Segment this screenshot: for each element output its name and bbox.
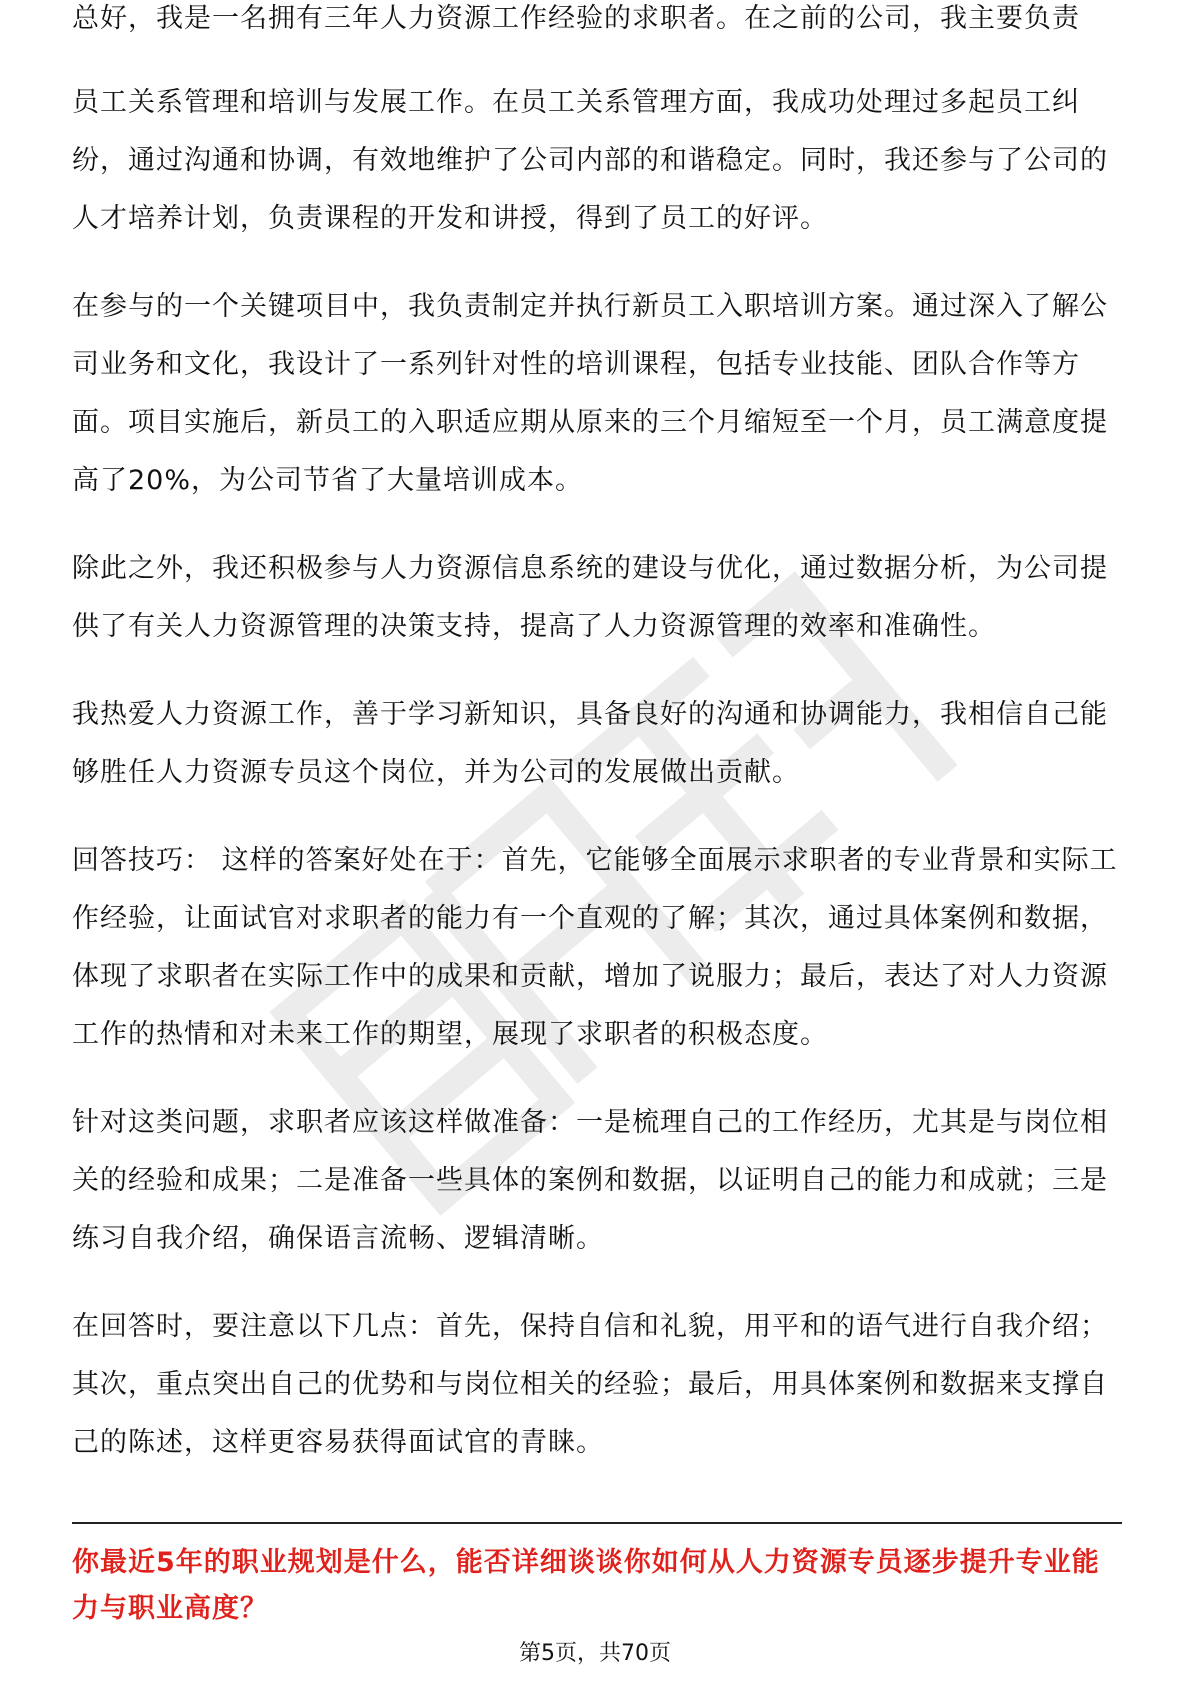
cut-off-line — [72, 3, 1122, 52]
section-divider — [72, 1522, 1122, 1524]
cut-off-text: 总好，我是一名拥有三年人力资源工作经验的求职者。在之前的公司，我主要负责 — [72, 3, 1080, 34]
paragraph-employee-relations: 员工关系管理和培训与发展工作。在员工关系管理方面，我成功处理过多起员工纠纷，通过沟通和协调，有效地维护了公司内部的和谐稳定。同时，我还参与了公司的人才培养计划，负责课程的开发和讲授，得到了员工的好评。 — [72, 87, 1108, 234]
paragraph-closing-statement: 我热爱人力资源工作，善于学习新知识，具备良好的沟通和协调能力，我相信自己能够胜任人力资源专员这个岗位，并为公司的发展做出贡献。 — [72, 699, 1108, 788]
paragraph-answering-notes: 在回答时，要注意以下几点：首先，保持自信和礼貌，用平和的语气进行自我介绍；其次，重点突出自己的优势和与岗位相关的经验；最后，用具体案例和数据来支撑自己的陈述，这样更容易获得面试官的青睐。 — [72, 1311, 1108, 1458]
page-number: 第5页，共70页 — [519, 1641, 671, 1666]
paragraph-answer-tips: 回答技巧： 这样的答案好处在于：首先，它能够全面展示求职者的专业背景和实际工作经验，让面试官对求职者的能力有一个直观的了解；其次，通过具体案例和数据，体现了求职者在实际工作中的成果和贡献，增加了说服力；最后，表达了对人力资源工作的热情和对未来工作的期望，展现了求职者的积极态度。 — [72, 845, 1118, 1050]
body-text — [72, 74, 1122, 1502]
paragraph-hr-system: 除此之外，我还积极参与人力资源信息系统的建设与优化，通过数据分析，为公司提供了有关人力资源管理的决策支持，提高了人力资源管理的效率和准确性。 — [72, 553, 1108, 642]
paragraph-preparation: 针对这类问题，求职者应该这样做准备：一是梳理自己的工作经历，尤其是与岗位相关的经验和成果；二是准备一些具体的案例和数据，以证明自己的能力和成就；三是练习自我介绍，确保语言流畅、逻辑清晰。 — [72, 1107, 1108, 1254]
paragraph-key-project: 在参与的一个关键项目中，我负责制定并执行新员工入职培训方案。通过深入了解公司业务和文化，我设计了一系列针对性的培训课程，包括专业技能、团队合作等方面。项目实施后，新员工的入职适应期从原来的三个月缩短至一个月，员工满意度提高了20%，为公司节省了大量培训成本。 — [72, 291, 1108, 496]
next-question-heading: 你最近5年的职业规划是什么，能否详细谈谈你如何从人力资源专员逐步提升专业能力与职业高度？ — [72, 1547, 1100, 1624]
